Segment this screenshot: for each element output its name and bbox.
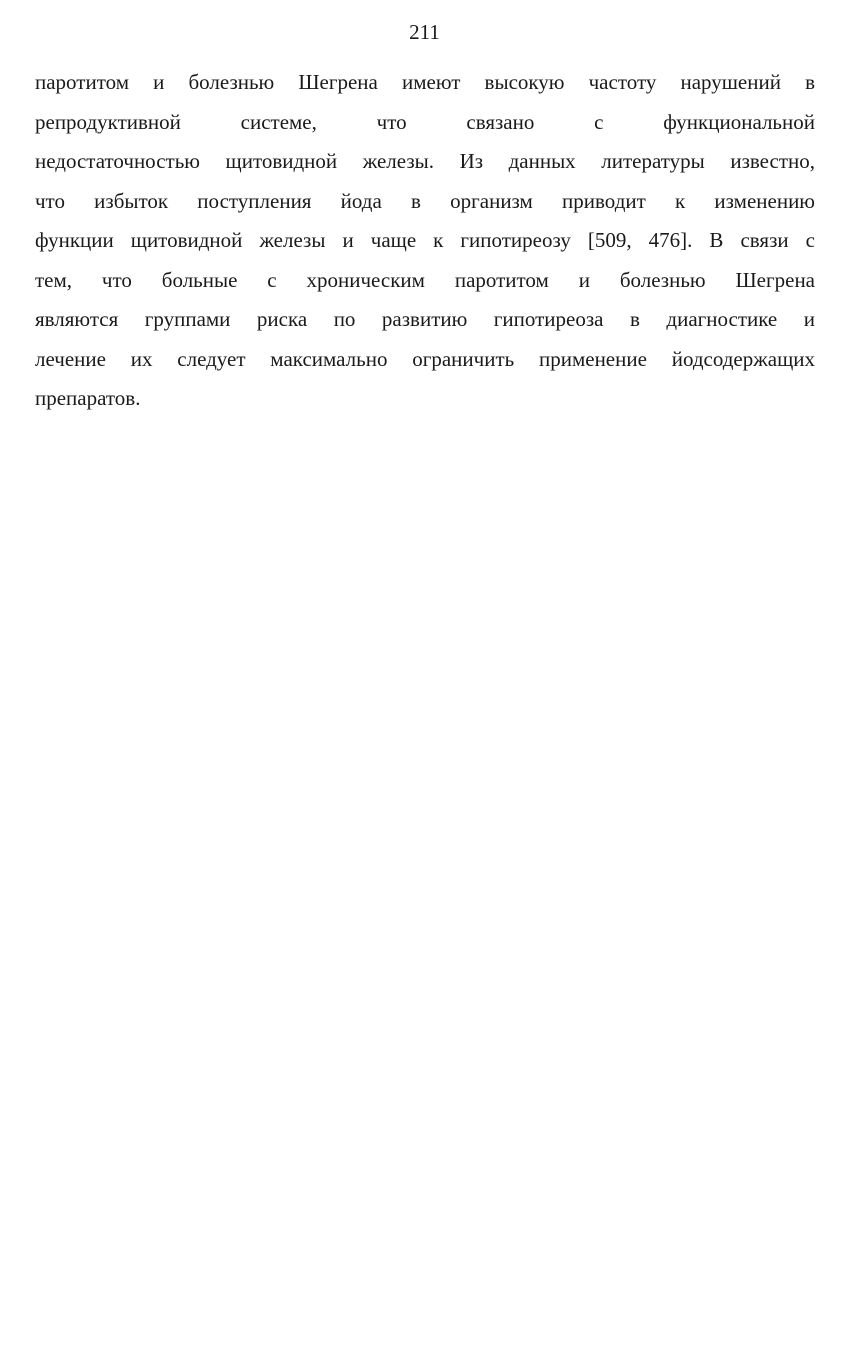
paragraph-line: тем, что больные с хроническим паротитом и болезнью Шегрена	[35, 267, 815, 292]
body-paragraph	[35, 63, 815, 419]
paragraph-line: функции щитовидной железы и чаще к гипотиреозу [509, 476]. В связи с	[35, 228, 815, 252]
paragraph-line: что избыток поступления йода в организм приводит к изменению	[35, 188, 815, 213]
paragraph-line: репродуктивной системе, что связано с функциональной	[35, 109, 815, 134]
paragraph-line: являются группами риска по развитию гипотиреоза в диагностике и	[35, 307, 815, 331]
paragraph-line: недостаточностью щитовидной железы. Из данных литературы известно,	[35, 149, 815, 173]
paragraph-line: паротитом и болезнью Шегрена имеют высокую частоту нарушений в	[35, 70, 815, 94]
page-number: 211	[409, 20, 440, 44]
paragraph-line-last: препаратов.	[35, 386, 141, 410]
paragraph-line: лечение их следует максимально ограничить применение йодсодержащих	[35, 346, 815, 371]
